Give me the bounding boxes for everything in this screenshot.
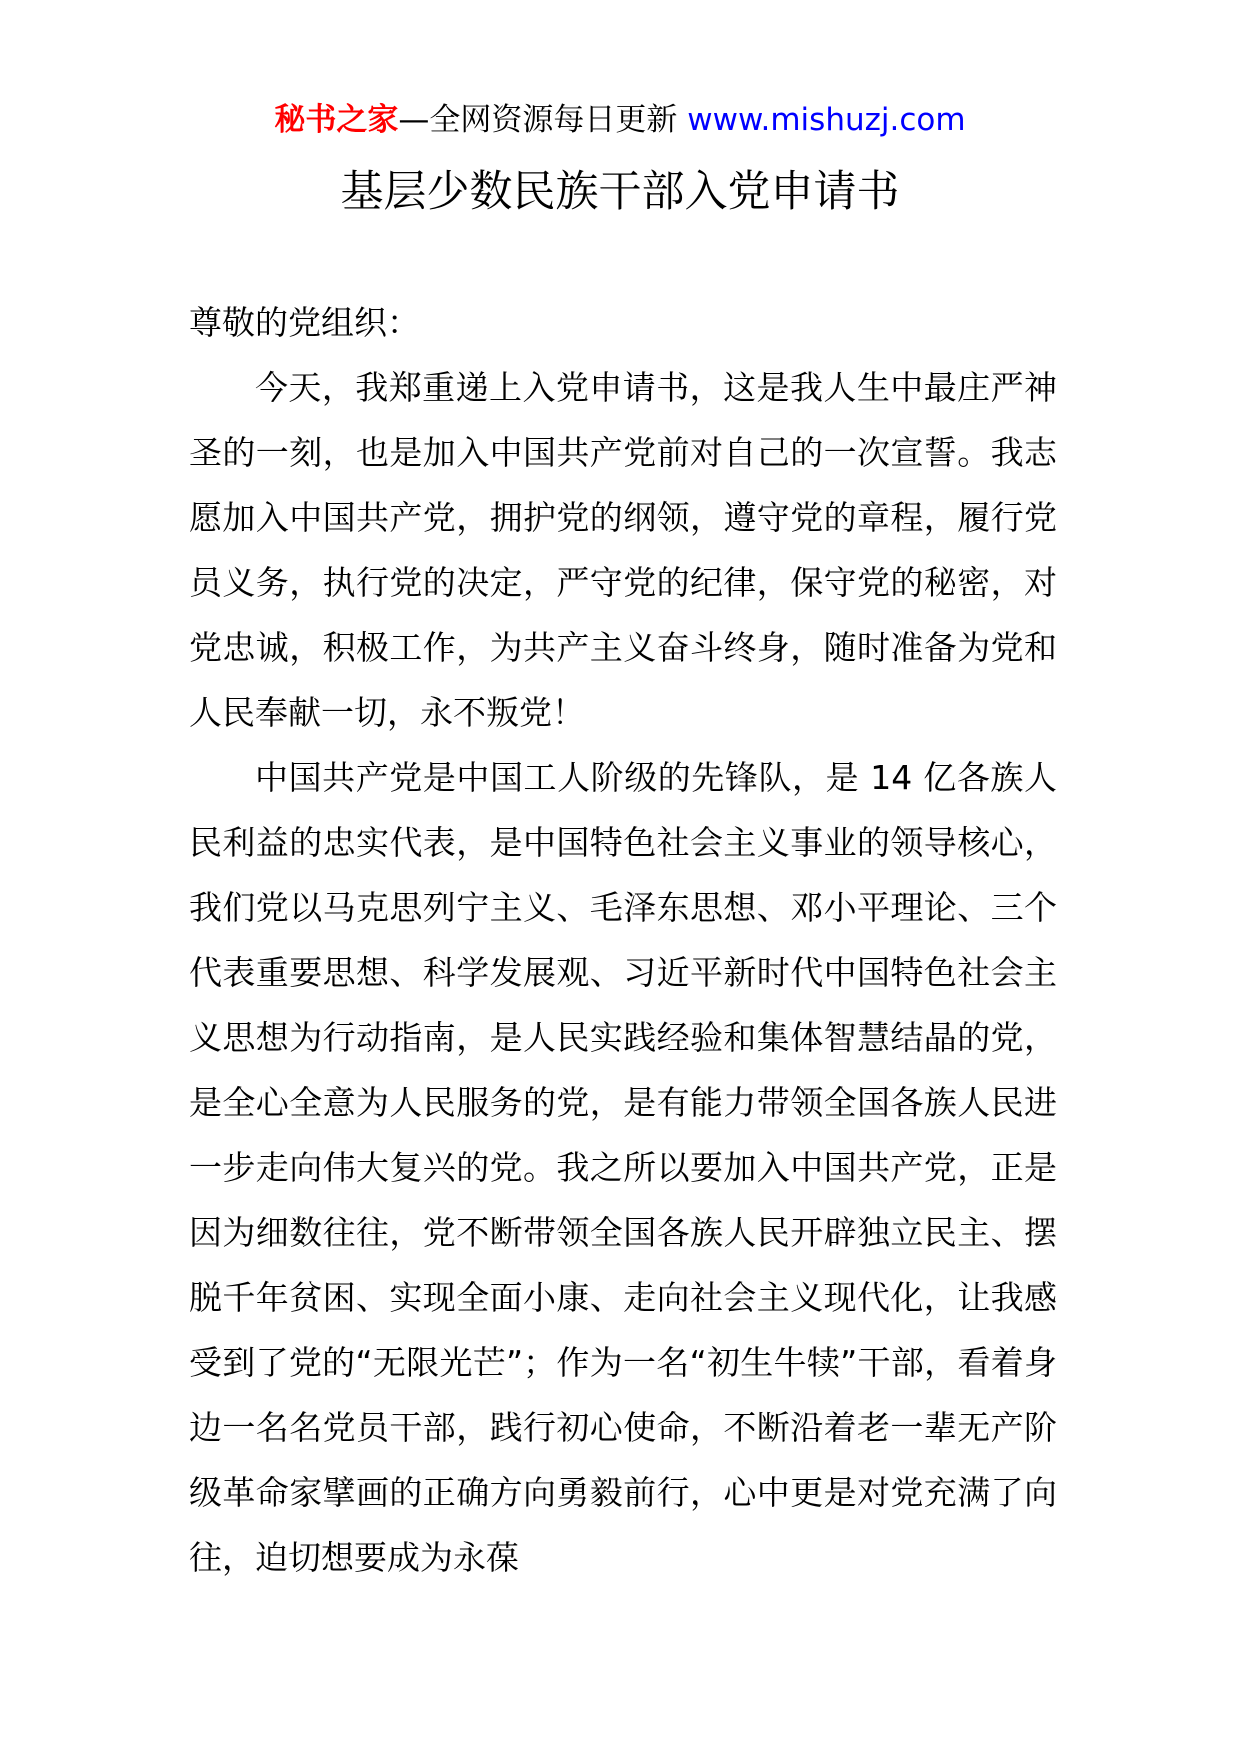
header-tagline: —全网资源每日更新 — [398, 102, 678, 138]
document-body — [189, 290, 1057, 1590]
paragraph-1: 今天，我郑重递上入党申请书，这是我人生中最庄严神圣的一刻，也是加入中国共产党前对自己的一次宣誓。我志愿加入中国共产党，拥护党的纲领，遵守党的章程，履行党员义务，执行党的决定，严守党的纪律，保守党的秘密，对党忠诚，积极工作，为共产主义奋斗终身，随时准备为党和人民奉献一切，永不叛党！ — [189, 368, 1057, 732]
document-title: 基层少数民族干部入党申请书 — [340, 167, 900, 217]
site-url-link[interactable]: www.mishuzj.com — [687, 102, 966, 138]
salutation: 尊敬的党组织： — [189, 303, 420, 342]
paragraph-2: 中国共产党是中国工人阶级的先锋队，是 14 亿各族人民利益的忠实代表，是中国特色社会主义事业的领导核心，我们党以马克思列宁主义、毛泽东思想、邓小平理论、三个代表重要思想、科学发展观、习近平新时代中国特色社会主义思想为行动指南，是人民实践经验和集体智慧结晶的党，是全心全意为人民服务的党，是有能力带领全国各族人民进一步走向伟大复兴的党。我之所以要加入中国共产党，正是因为细数往往，党不断带领全国各族人民开辟独立民主、摆脱千年贫困、实现全面小康、走向社会主义现代化，让我感受到了党的“无限光芒”；作为一名“初生牛犊”干部，看着身边一名名党员干部，践行初心使命，不断沿着老一辈无产阶级革命家擘画的正确方向勇毅前行，心中更是对党充满了向往，迫切想要成为永葆 — [189, 758, 1057, 1577]
brand-name: 秘书之家 — [274, 102, 399, 138]
site-header — [0, 100, 1240, 140]
